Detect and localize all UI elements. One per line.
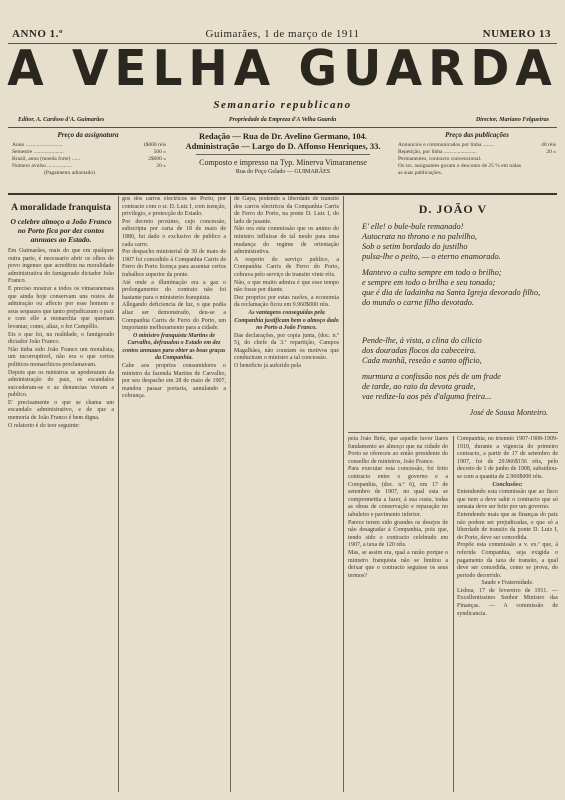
paragraph: de Gaya, podendo a liberdade de transito dos carros electricos da Companhia Carris de Ferro do Porto, na ponte D. Luiz I, do lado de jusante. — [234, 196, 339, 225]
pub-line: Os srs. assignantes gozam o desconto de 25 % em todas as suas publicações. — [398, 163, 521, 176]
address-line-4: Rua do Poço Gelado — GUIMARÃES — [235, 169, 331, 175]
sub-price: 20 » — [156, 163, 166, 169]
address-divider — [196, 154, 370, 155]
dateline: Guimarães, 1 de março de 1911 — [205, 28, 360, 40]
sub-line: Semestre ...................... — [12, 149, 64, 155]
pub-line: Repetição, por linha ........................ — [398, 149, 477, 155]
sub-price: 2$000 » — [148, 156, 166, 162]
paragraph: Por decreto proximo, cujo concessão, subscripta por carta de 18 de maio de 1880, fui dado o exclusivo de publico a cada carro. — [122, 218, 226, 248]
pub-price: 40 réis — [541, 142, 556, 148]
article-title: A moralidade franquista — [11, 203, 111, 213]
credits-line — [0, 117, 565, 127]
article-right-lower-b — [457, 436, 558, 792]
paragraph: Allegando deficiencia de luz, o que podia aliaz ser demonstrado, deu-se a Companhia Carris de Ferro do Porto, um importante melhoramento para a cidade. — [122, 302, 226, 332]
paragraph: gos dos carros electricos no Porto, por contracto com o sr. D. Luiz I, com isenção, privilegio, e protecção do Estado. — [122, 196, 226, 218]
sub-line: Anno ........................... — [12, 142, 63, 148]
paragraph: Não, o que muito admira é que esse tempo não fosse por diante. — [234, 279, 339, 294]
paragraph: Conclusões: — [492, 481, 523, 488]
paragraph: Saude e Fraternidade. — [481, 580, 534, 587]
poem-author: José de Sousa Monteiro. — [469, 408, 548, 417]
paragraph: E' precisamente o que se chama um escandalo administrativo, e de que a memoria de João Franco é bem digna. — [8, 399, 114, 422]
paragraph: E preciso mostrar a todos os vimaranenses que ainda hoje conservam uns restos de admiração ou affecto por esse homem e seus sequazes que tanto prejudicaram o paiz e com elle a monarchia que queriam levantar, como, aliaz, o fez Campêllo. — [8, 285, 114, 330]
article-continued-2 — [234, 196, 339, 792]
column-divider — [118, 196, 119, 792]
paragraph: Eis o que foi, na realidade, o famigerado dictador João Franco. — [8, 331, 114, 346]
sub-line: Brazil, anno (moeda forte) ...... — [12, 156, 80, 162]
pub-line: Annuncios e communicados por linha ........ — [398, 142, 494, 148]
article-right-lower-a — [348, 436, 448, 792]
address-line-2: Administração — Largo do D. Affonso Henriques, 33. — [185, 141, 381, 151]
subscription-title: Preço da assignatura — [57, 131, 119, 139]
paragraph: Depois que os ministros se apoderaram da administração do paiz, os escandalos succederam-se e as denuncias vieram a publico. — [8, 369, 114, 399]
paragraph: pela João Brêz, que aquelle favor llares fundamento ao almoço que na cidade do Porto se ofereceu ao então presidente do conselho de ministros, João Franco. — [348, 436, 448, 465]
paragraph: As vantagens conseguidas pela Companhia justificam bem o almoço dado no Porto a João Franco. — [234, 309, 339, 332]
pub-line: Permanentes, contracto convencional. — [398, 156, 482, 162]
article-lead: O celebre almoço a João Franco no Porto fica por dez contos annuaes ao Estado. — [10, 217, 112, 244]
poem-dom-joao — [348, 196, 558, 332]
address-block — [176, 131, 390, 191]
paragraph: Não tinha sido João Franco um moralista, um incorruptivel, não era o que certos politicos monarchicos proclamavam. — [8, 346, 114, 368]
paragraph: O relatorio é do teor seguinte: — [8, 422, 80, 429]
address-line-3: Composto e impresso na Typ. Minerva Vimaranense — [199, 158, 367, 167]
paragraph: Entendendo mais que as finanças do paiz não podem ser prejudicadas, e que só a liberdade de transito da ponte D. Luiz I, do Porto, deve ser concedida. — [457, 511, 558, 541]
poem-body — [348, 222, 558, 308]
paragraph: Mas, se assim era, qual a razão porque o ministro franquista não se limitou a deixar que o contracto seguisse os seus termos? — [348, 549, 448, 579]
poem-rule — [348, 432, 558, 433]
address-line-1: Redação — Rua do Dr. Avelino Germano, 104. — [198, 131, 368, 141]
column-divider — [230, 196, 231, 792]
article-continued — [122, 196, 226, 792]
publication-lines — [398, 142, 523, 177]
paragraph: A respeito do serviço publico, a Companhia Carris de Ferro do Porto, cobrava pelo serviço de transito vinte réis. — [234, 256, 339, 278]
main-rule — [8, 193, 557, 195]
subscription-prices — [126, 142, 166, 170]
editor-credit: Editor, A. Cardoso d'A. Guimarães — [18, 117, 105, 123]
stanza: murmura a confissão nos pés de um frade de tarde, ao raio da devota grade, vae redize-la aos pés d'alguma freira... — [362, 372, 501, 401]
sub-price: 500 » — [153, 149, 166, 155]
paragraph: Propõe esta commissão a v. ex.ª que, á referida Companhia, seja exigida o pagamento da taxa de transito, a qual deve ser concedida, como se prova, do periodo decorrido. — [457, 542, 558, 579]
sub-line: (Pagamento adiantado) — [44, 170, 95, 176]
owner-credit: Propriedade da Empreza d'A Velha Guarda — [228, 117, 337, 123]
subscription-box — [8, 131, 168, 191]
stanza: E' elle! o bule-bule remanado! Autocrata no throno e no palvilho, Sob o setim bordado do justilho pulsa-lhe o peito, — o eterno enamorado. — [362, 222, 501, 261]
paragraph: Entendendo esta commissão que ao fisco que nem a deve sahir o contracto que só sensata deve ser feito por um governo. — [457, 489, 558, 511]
masthead-subtitle: Semanario republicano — [213, 99, 352, 111]
issue-number: NUMERO 13 — [482, 28, 551, 40]
stanza: Pende-lhe, á vista, a clina do cilicio dos douradas flocos da cabeceira. Cada manhã, reseão e santo officio, — [362, 336, 482, 365]
subscription-lines — [12, 142, 127, 177]
volume-label: ANNO 1.º — [12, 28, 64, 40]
paragraph: Cabe aos proprios consumidores o ministro da fazenda Martins de Carvalho, por seu despacho em 28 de maio de 1907, mandou passar portaria, annulando a cobrança. — [122, 363, 226, 400]
paragraph: Das declarações, por copia junta, (doc. n.º 5), do chefe da 3.ª repartição, Campos Magalhães, não constam os motivos que conduziram o ministro a tal concessão. — [234, 332, 339, 362]
paragraph: O ministro franquista Martins de Carvalho, defraudou o Estado em dez contos annuaes para obter as boas graças da Companhia. — [122, 332, 226, 362]
masthead-title: A VELHA GUARDA — [7, 39, 558, 98]
sub-line: Numero avulso .................. — [12, 163, 72, 169]
stanza: Mantevo o culto sempre em todo o brilho; e sempre em todo o brilho e seu tonado; que é dia de ladainha na Santa Igreja devorado filho, do mundo o carne filho devotado. — [362, 268, 541, 307]
credits-rule — [8, 127, 557, 128]
pub-price: 20 » — [546, 149, 556, 155]
paragraph: Dez proprios por estas razões, a economia da reclamação ficou em 9.960$000 réis. — [234, 294, 339, 309]
paragraph: Por despacho ministerial de 30 de maio de 1907 foi concedido á Companhia Carris de Ferro do Porto licença para assentar certos trabalhos superior da ponte. — [122, 249, 226, 278]
column-divider — [453, 436, 454, 792]
publication-price-box — [396, 131, 558, 191]
paragraph: O beneficio já auferido pela — [234, 363, 301, 370]
sub-price: 1$000 réis — [142, 142, 166, 148]
column-divider — [343, 196, 344, 792]
paragraph: Não ora esta commissão que os animo do ministro influisse de tal modo para uma mudança do regime de orientação administrativa. — [234, 226, 339, 256]
paragraph: Em Guimarães, mais do que em qualquer outra parte, é necessario abrir os olhos do povo ingenuo que acreditou na moralidade administrativa do famigerado dictador João Franco. — [8, 248, 114, 285]
poem-body-continued — [362, 336, 558, 417]
director-credit: Director, Mariano Felgueiras — [475, 117, 549, 123]
publication-title: Preço das publicações — [445, 131, 509, 139]
paragraph: Parece terem sido grandes os desejos de não desagradar á Companhia, pois que, tendo sido o contracto celebrado em 1907, a taxa de 120 réis. — [348, 519, 448, 549]
publication-prices — [524, 142, 556, 156]
poem-title: D. JOÃO V — [418, 202, 488, 216]
paragraph: Companhia, no triennio 1907-1908-1909-1910, durante a vigencia do primeiro contracto, a partir de 17 de setembro de 1907, foi de 29.966$156 réis, pelo decreto de 1 de junho de 1908, subsidiou-se com a quantia de 2.960$000 réis. — [457, 436, 558, 480]
paragraph: Lisboa, 17 de fevereiro de 1911. — Excellentissimo Senhor Ministro das Finanças. — A commissão de syndicancia. — [457, 587, 558, 617]
article-moralidade — [8, 196, 114, 792]
paragraph: Para executar esta concessão, foi feito contracto entre o governo e a Companhia, (doc. n.º 6), em 17 de setembro de 1907, no qual esta se compromettia a fazer, á sua custa, todas as obras de conservação e reparação no tabuleiro e pavimento inferior. — [348, 466, 448, 518]
paragraph: Até onde a illuminação era a gaz o prolongamento do contrato não foi bastante para o ministerio franquista. — [122, 279, 226, 301]
